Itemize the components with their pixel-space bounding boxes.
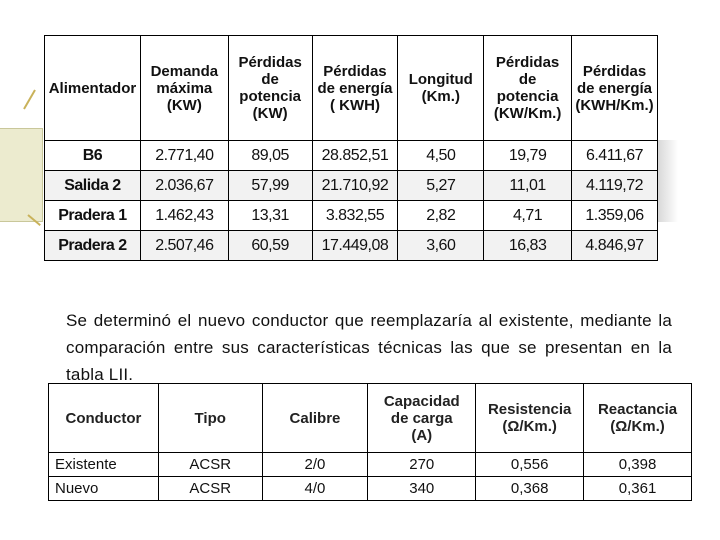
- header-line: Conductor: [65, 409, 142, 427]
- header-line: de energía: [576, 79, 653, 97]
- table-row: [45, 231, 658, 261]
- table-cell: 89,05: [228, 141, 312, 171]
- header-line: de: [518, 71, 537, 88]
- decorative-line: [23, 89, 36, 109]
- feeder-name: Salida 2: [45, 171, 141, 201]
- table-cell: 4.119,72: [572, 171, 658, 201]
- header-longitud: [398, 36, 484, 141]
- conductor-name: Existente: [49, 453, 159, 477]
- header-line: (KW/Km.): [493, 105, 562, 122]
- header-perdidas-potencia: [228, 36, 312, 141]
- feeder-name: Pradera 2: [45, 231, 141, 261]
- table-cell: 60,59: [228, 231, 312, 261]
- header-alimentador: [45, 36, 141, 141]
- table-cell: 11,01: [484, 171, 572, 201]
- header-line: Resistencia: [487, 401, 572, 418]
- table-cell: 4,71: [484, 201, 572, 231]
- feeder-losses-table: [44, 35, 658, 261]
- header-resistencia: [476, 384, 584, 453]
- header-line: Pérdidas: [323, 62, 387, 80]
- header-line: Calibre: [289, 409, 341, 427]
- table-row: [45, 141, 658, 171]
- header-line: de: [261, 71, 279, 88]
- conductor-name: Nuevo: [49, 477, 159, 501]
- table-cell: 1.462,43: [140, 201, 228, 231]
- table-cell: 0,368: [476, 477, 584, 501]
- table-cell: 270: [368, 453, 476, 477]
- table-cell: 28.852,51: [312, 141, 398, 171]
- header-capacidad-carga: [368, 384, 476, 453]
- decorative-square: [0, 128, 43, 222]
- header-line: Pérdidas: [582, 62, 647, 80]
- table-cell: 0,398: [584, 453, 692, 477]
- table-cell: 2/0: [262, 453, 368, 477]
- header-perdidas-energia-km: [572, 36, 658, 141]
- header-line: de energía: [317, 79, 393, 97]
- table-row: [49, 477, 692, 501]
- table-cell: 4.846,97: [572, 231, 658, 261]
- header-line: (Ω/Km.): [502, 418, 557, 435]
- table-cell: 57,99: [228, 171, 312, 201]
- header-reactancia: [584, 384, 692, 453]
- table-cell: 13,31: [228, 201, 312, 231]
- table-header-row: [49, 384, 692, 453]
- header-line: potencia: [496, 88, 559, 105]
- table-cell: 2,82: [398, 201, 484, 231]
- table-row: [45, 171, 658, 201]
- header-line: Capacidad: [383, 392, 460, 410]
- table-cell: 2.507,46: [140, 231, 228, 261]
- header-line: máxima: [156, 79, 213, 97]
- table-cell: 17.449,08: [312, 231, 398, 261]
- table-cell: 3.832,55: [312, 201, 398, 231]
- table-cell: ACSR: [158, 453, 262, 477]
- table-cell: 2.771,40: [140, 141, 228, 171]
- header-line: (KW): [166, 96, 202, 114]
- header-conductor: [49, 384, 159, 453]
- header-line: Reactancia: [597, 401, 678, 418]
- table-cell: 6.411,67: [572, 141, 658, 171]
- table-cell: 3,60: [398, 231, 484, 261]
- table-cell: 21.710,92: [312, 171, 398, 201]
- header-line: (Km.): [421, 88, 460, 105]
- table-cell: 4,50: [398, 141, 484, 171]
- conductor-comparison-table: [48, 383, 692, 501]
- table-cell: 16,83: [484, 231, 572, 261]
- table-cell: 5,27: [398, 171, 484, 201]
- header-line: Demanda: [150, 62, 219, 80]
- header-perdidas-energia: [312, 36, 398, 141]
- header-line: (KW): [252, 105, 288, 122]
- header-line: (A): [411, 426, 433, 444]
- table-row: [49, 453, 692, 477]
- header-line: Alimentador: [48, 79, 137, 97]
- shadow-decoration: [658, 140, 678, 222]
- header-line: Pérdidas: [238, 54, 302, 71]
- header-calibre: [262, 384, 368, 453]
- header-line: potencia: [239, 88, 301, 105]
- header-perdidas-potencia-km: [484, 36, 572, 141]
- header-line: (KWH/Km.): [575, 96, 654, 114]
- table-cell: ACSR: [158, 477, 262, 501]
- header-tipo: [158, 384, 262, 453]
- body-paragraph: Se determinó el nuevo conductor que reemplazaría al existente, mediante la comparación entre sus características técnicas las que se presentan en la tabla LII.: [66, 311, 672, 384]
- header-line: Pérdidas: [495, 54, 560, 71]
- header-line: (Ω/Km.): [610, 418, 665, 435]
- table-cell: 0,556: [476, 453, 584, 477]
- table-row: [45, 201, 658, 231]
- table-header-row: [45, 36, 658, 141]
- header-line: de carga: [390, 409, 453, 427]
- table-cell: 4/0: [262, 477, 368, 501]
- table-cell: 2.036,67: [140, 171, 228, 201]
- feeder-name: Pradera 1: [45, 201, 141, 231]
- table-cell: 19,79: [484, 141, 572, 171]
- table-cell: 1.359,06: [572, 201, 658, 231]
- feeder-name: B6: [45, 141, 141, 171]
- header-line: ( KWH): [329, 96, 380, 114]
- header-line: Longitud: [408, 71, 473, 88]
- header-demanda-maxima: [140, 36, 228, 141]
- header-line: Tipo: [194, 409, 226, 427]
- table-cell: 340: [368, 477, 476, 501]
- table-cell: 0,361: [584, 477, 692, 501]
